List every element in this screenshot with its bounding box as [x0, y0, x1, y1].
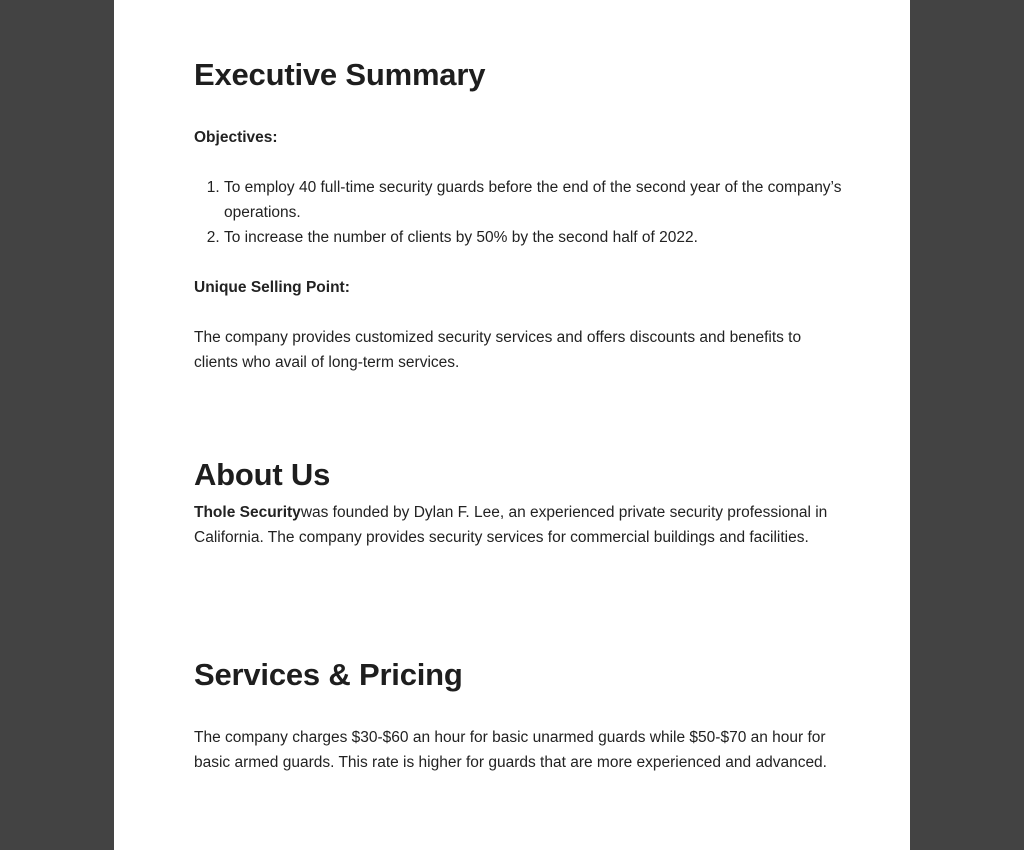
executive-summary-heading: Executive Summary [194, 57, 486, 92]
pricing-paragraph: The company charges $30-$60 an hour for basic unarmed guards while $50-$70 an hour for basic armed guards. This rate is higher for guards that are more experienced and advanced. [194, 729, 827, 771]
objectives-list [194, 175, 844, 250]
usp-paragraph: The company provides customized security services and offers discounts and benefits to clients who avail of long-term services. [194, 329, 802, 371]
objective-item-1: 1. To employ 40 full-time security guards before the end of the second year of the company’s operations. [224, 175, 844, 225]
about-us-text: was founded by Dylan F. Lee, an experienced private security professional in California. The company provides security services for commercial buildings and facilities. [194, 504, 828, 546]
usp-label: Unique Selling Point: [194, 279, 350, 296]
objectives-label: Objectives: [194, 129, 278, 146]
about-us-paragraph [194, 500, 834, 550]
services-pricing-heading: Services & Pricing [194, 657, 463, 692]
objective-item-2: 2. To increase the number of clients by 50% by the second half of 2022. [224, 225, 844, 250]
document-page [114, 0, 910, 850]
about-us-heading: About Us [194, 457, 331, 492]
company-name: Thole Security [194, 504, 301, 521]
